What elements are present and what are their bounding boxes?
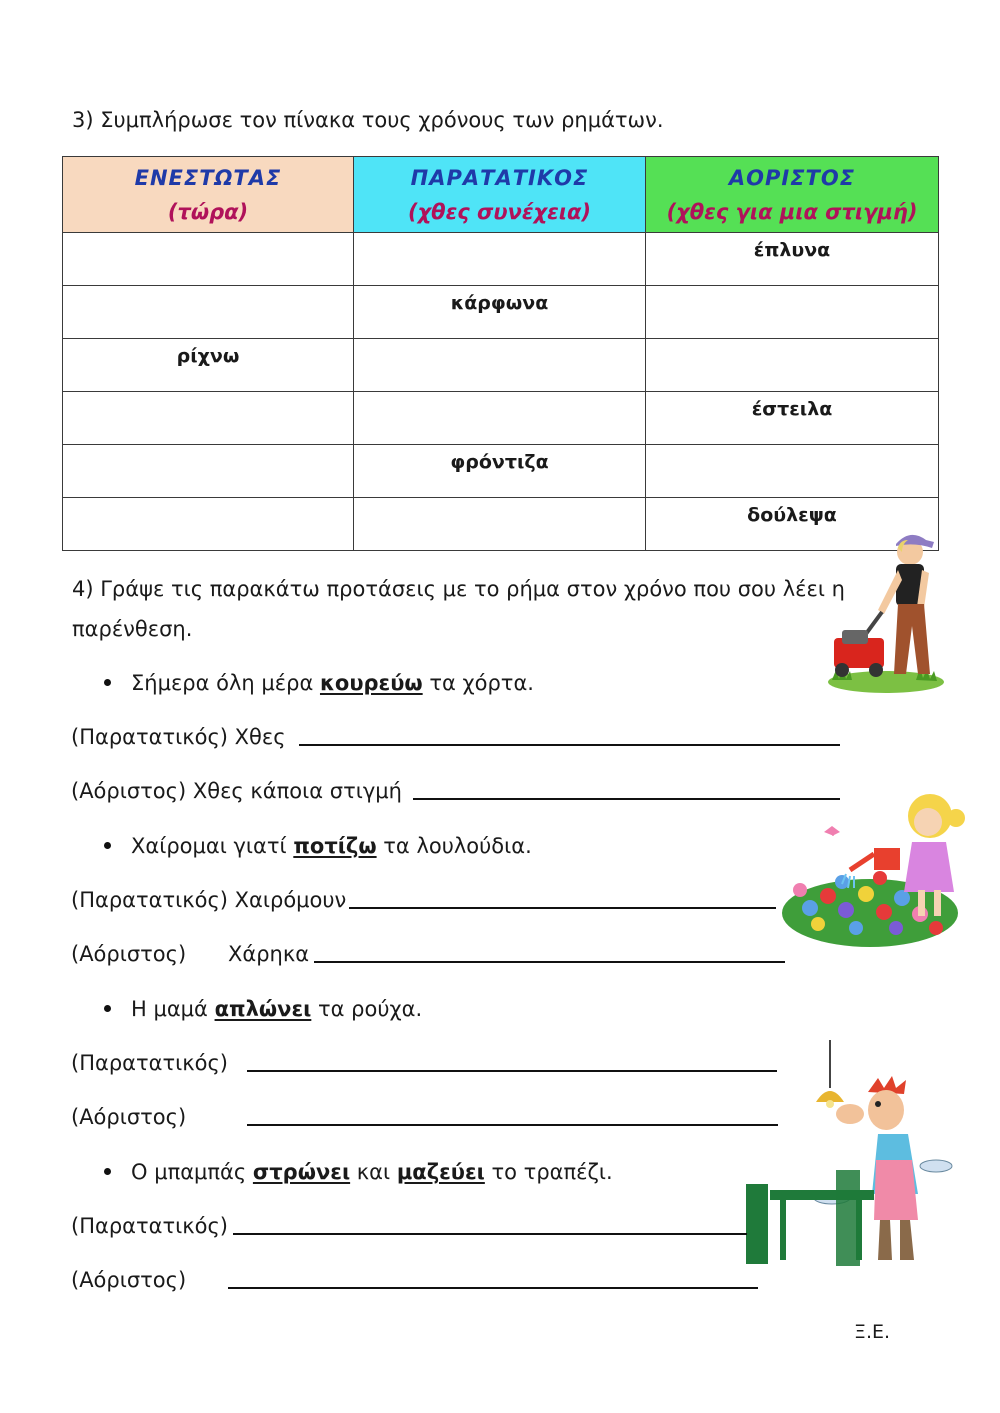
table-cell[interactable] [63, 286, 354, 339]
header-present-sub: (τώρα) [167, 199, 249, 224]
table-cell[interactable] [63, 498, 354, 551]
tenses-table [62, 156, 939, 551]
sentence-4-pre: Ο μπαμπάς [131, 1160, 253, 1184]
author-initials: Ξ.Ε. [854, 1321, 891, 1343]
header-present [63, 157, 354, 233]
s1-aorist-label: (Αόριστος) Χθες κάποια στιγμή [71, 779, 402, 803]
table-cell: έστειλα [646, 392, 939, 445]
s4-aorist-label: (Αόριστος) [71, 1268, 187, 1292]
sentence-4-verb-1: στρώνει [252, 1160, 351, 1184]
table-cell[interactable] [354, 339, 646, 392]
sentence-1 [104, 671, 534, 695]
header-present-name: ΕΝΕΣΤΩΤΑΣ [134, 165, 282, 190]
table-row [63, 286, 939, 339]
sentence-3-post: τα ρούχα. [311, 997, 423, 1021]
table-row [63, 339, 939, 392]
header-imperfect-name: ΠΑΡΑΤΑΤΙΚΟΣ [410, 165, 589, 190]
sentence-2-pre: Χαίρομαι γιατί [131, 834, 294, 858]
s4-aorist-answer-line[interactable] [228, 1287, 758, 1289]
header-imperfect [354, 157, 646, 233]
s2-aorist-label: (Αόριστος) [71, 942, 187, 966]
bullet-icon [104, 679, 111, 686]
s3-aorist-label: (Αόριστος) [71, 1105, 187, 1129]
table-row [63, 445, 939, 498]
sentence-1-verb: κουρεύω [319, 671, 423, 695]
table-cell[interactable] [63, 392, 354, 445]
s1-imperfect-answer-line[interactable] [299, 744, 840, 746]
s2-imperfect-answer-line[interactable] [349, 907, 776, 909]
table-cell[interactable] [354, 498, 646, 551]
sentence-2-verb: ποτίζω [293, 834, 377, 858]
sentence-2 [104, 834, 532, 858]
s3-imperfect-label: (Παρατατικός) [71, 1051, 228, 1075]
table-cell[interactable] [646, 339, 939, 392]
header-imperfect-sub: (χθες συνέχεια) [408, 199, 591, 224]
s2-aorist-answer-line[interactable] [314, 961, 785, 963]
sentence-3-verb: απλώνει [214, 997, 312, 1021]
table-cell[interactable] [646, 286, 939, 339]
sentence-3-pre: Η μαμά [131, 997, 215, 1021]
table-cell[interactable] [354, 392, 646, 445]
header-aorist-sub: (χθες για μια στιγμή) [666, 199, 918, 224]
boy-mowing-illustration [826, 530, 950, 695]
sentence-2-post: τα λουλούδια. [376, 834, 532, 858]
table-cell[interactable] [354, 233, 646, 286]
sentence-1-post: τα χόρτα. [422, 671, 534, 695]
s2-aorist-word: Χάρηκα [228, 942, 310, 966]
table-cell[interactable] [63, 233, 354, 286]
exercise-4-title-cont: παρένθεση. [72, 617, 193, 641]
header-aorist [646, 157, 939, 233]
table-cell: έπλυνα [646, 233, 939, 286]
sentence-3 [104, 997, 422, 1021]
table-cell: δούλεψα [646, 498, 939, 551]
table-row [63, 498, 939, 551]
table-row [63, 233, 939, 286]
table-cell: φρόντιζα [354, 445, 646, 498]
s2-imperfect-label: (Παρατατικός) Χαιρόμουν [71, 888, 347, 912]
s3-aorist-answer-line[interactable] [247, 1124, 778, 1126]
bullet-icon [104, 1005, 111, 1012]
bullet-icon [104, 1168, 111, 1175]
sentence-4-post: το τραπέζι. [484, 1160, 613, 1184]
exercise-4-title: 4) Γράψε τις παρακάτω προτάσεις με το ρήμα στον χρόνο που σου λέει η [72, 577, 845, 601]
sentence-4-mid: και [350, 1160, 397, 1184]
table-row [63, 392, 939, 445]
s4-imperfect-answer-line[interactable] [233, 1233, 747, 1235]
dad-table-illustration [740, 1040, 972, 1290]
sentence-4 [104, 1160, 613, 1184]
sentence-4-verb-2: μαζεύει [396, 1160, 485, 1184]
table-cell: ρίχνω [63, 339, 354, 392]
sentence-1-pre: Σήμερα όλη μέρα [131, 671, 320, 695]
bullet-icon [104, 842, 111, 849]
table-cell[interactable] [646, 445, 939, 498]
s1-aorist-answer-line[interactable] [413, 798, 840, 800]
s3-imperfect-answer-line[interactable] [247, 1070, 777, 1072]
exercise-3-title: 3) Συμπλήρωσε τον πίνακα τους χρόνους των ρημάτων. [72, 108, 664, 132]
table-cell[interactable] [63, 445, 354, 498]
girl-watering-illustration [780, 778, 976, 950]
header-aorist-name: ΑΟΡΙΣΤΟΣ [728, 165, 856, 190]
s1-imperfect-label: (Παρατατικός) Χθες [71, 725, 286, 749]
table-cell: κάρφωνα [354, 286, 646, 339]
s4-imperfect-label: (Παρατατικός) [71, 1214, 228, 1238]
